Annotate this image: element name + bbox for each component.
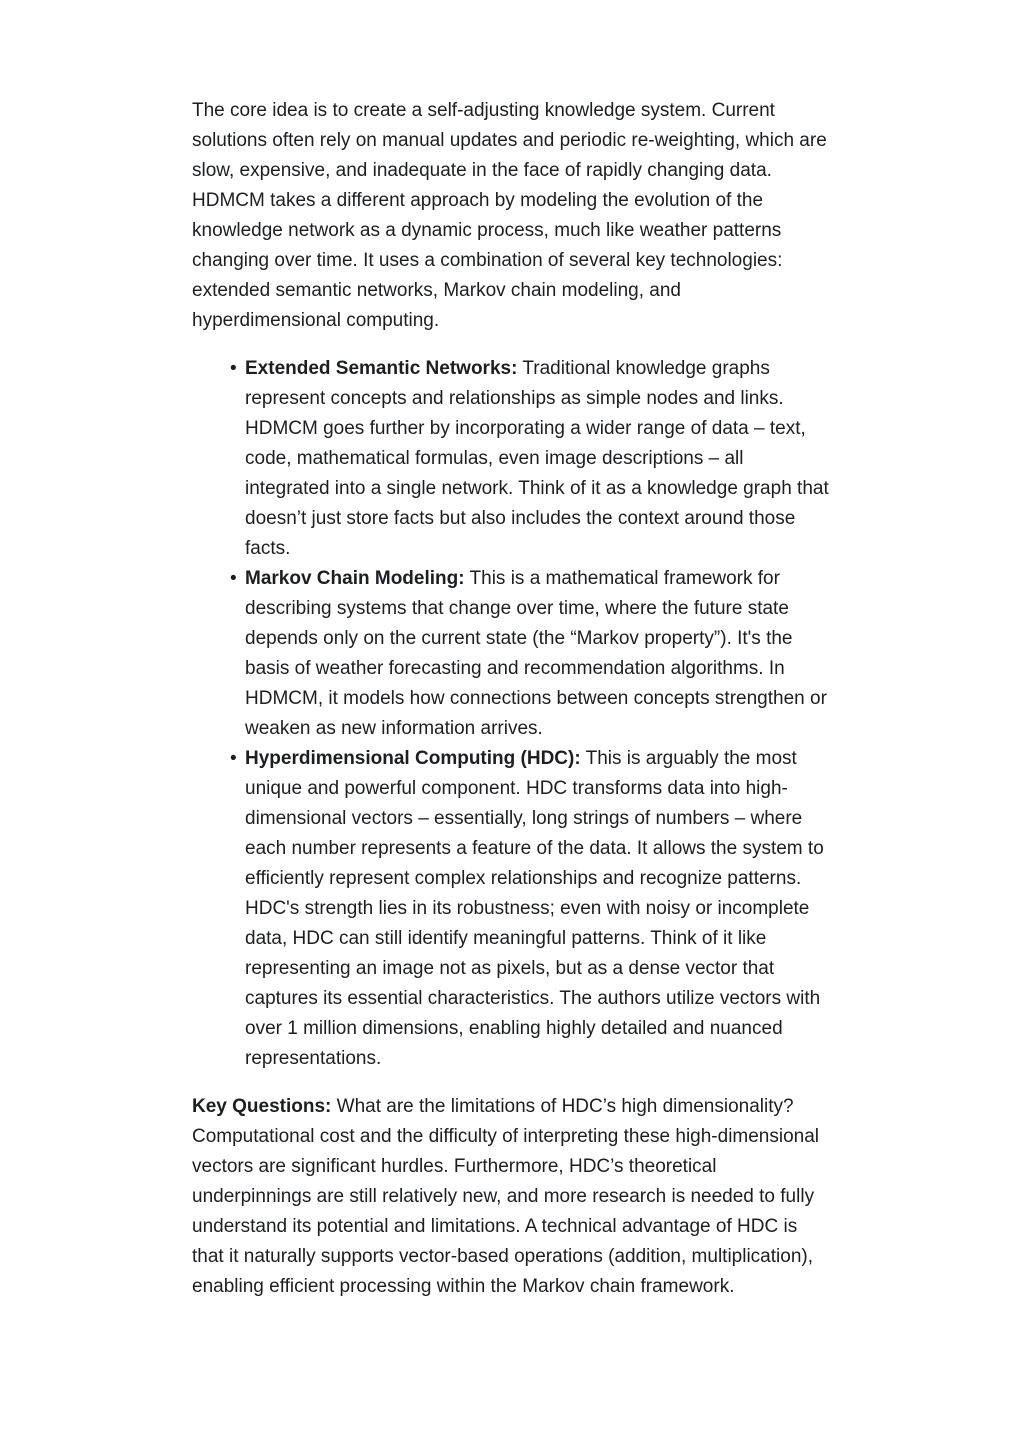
- list-item-text: This is arguably the most unique and powerful component. HDC transforms data into high-dimensional vectors – essentially, long strings of numbers – where each number represents a feature of the data. It allows the system to efficiently represent complex relationships and recognize patterns. HDC's strength lies in its robustness; even with noisy or incomplete data, HDC can still identify meaningful patterns. Think of it like representing an image not as pixels, but as a dense vector that captures its essential characteristics. The authors utilize vectors with over 1 million dimensions, enabling highly detailed and nuanced representations.: [245, 748, 824, 1069]
- list-item-text: This is a mathematical framework for describing systems that change over time, where the future state depends only on the current state (the “Markov property”). It's the basis of weather forecasting and recommendation algorithms. In HDMCM, it models how connections between concepts strengthen or weaken as new information arrives.: [245, 568, 827, 739]
- bullet-icon: •: [230, 748, 237, 769]
- bullet-icon: •: [230, 568, 237, 589]
- list-item-extended-semantic-networks: [230, 354, 832, 564]
- key-technologies-list: [192, 354, 832, 1074]
- list-item-term: Hyperdimensional Computing (HDC):: [245, 748, 581, 769]
- key-questions-paragraph: [192, 1092, 832, 1302]
- bullet-icon: •: [230, 358, 237, 379]
- list-item-hyperdimensional-computing: [230, 744, 832, 1074]
- key-questions-term: Key Questions:: [192, 1096, 332, 1117]
- list-item-term: Extended Semantic Networks:: [245, 358, 518, 379]
- list-item-term: Markov Chain Modeling:: [245, 568, 465, 589]
- list-item-text: Traditional knowledge graphs represent concepts and relationships as simple nodes and links. HDMCM goes further by incorporating a wider range of data – text, code, mathematical formulas, even image descriptions – all integrated into a single network. Think of it as a knowledge graph that doesn’t just store facts but also includes the context around those facts.: [245, 358, 829, 559]
- key-questions-text: What are the limitations of HDC’s high dimensionality? Computational cost and the difficulty of interpreting these high-dimensional vectors are significant hurdles. Furthermore, HDC’s theoretical underpinnings are still relatively new, and more research is needed to fully understand its potential and limitations. A technical advantage of HDC is that it naturally supports vector-based operations (addition, multiplication), enabling efficient processing within the Markov chain framework.: [192, 1096, 820, 1297]
- document-content: [192, 0, 832, 1302]
- list-item-markov-chain-modeling: [230, 564, 832, 744]
- intro-paragraph: The core idea is to create a self-adjusting knowledge system. Current solutions often rely on manual updates and periodic re-weighting, which are slow, expensive, and inadequate in the face of rapidly changing data. HDMCM takes a different approach by modeling the evolution of the knowledge network as a dynamic process, much like weather patterns changing over time. It uses a combination of several key technologies: extended semantic networks, Markov chain modeling, and hyperdimensional computing.: [192, 100, 827, 331]
